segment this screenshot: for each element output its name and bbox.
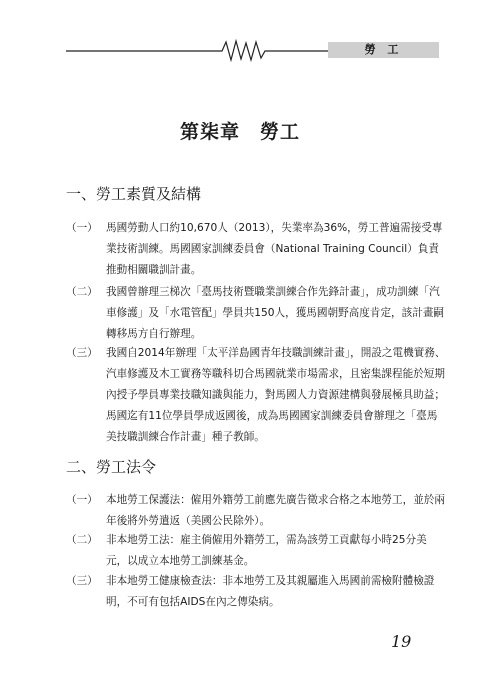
item-number: （三）: [66, 575, 98, 587]
item-number: （二）: [66, 534, 98, 546]
item-number: （三）: [66, 347, 98, 359]
chapter-title: 第柒章 勞工: [179, 121, 300, 143]
list-item: [66, 571, 446, 613]
list-item: [66, 343, 446, 448]
item-number: （一）: [66, 222, 98, 234]
list-item: [66, 218, 446, 281]
item-text: 非本地勞工法：雇主倘僱用外籍勞工，需為該勞工貢獻每小時25分美元，以成立本地勞工訓練基金。: [106, 534, 427, 567]
section-heading: 二、勞工法令: [66, 458, 157, 476]
page-header: [66, 38, 439, 62]
heartbeat-line-icon: [66, 38, 328, 62]
section-heading: 一、勞工素質及結構: [66, 185, 202, 203]
list-item: [66, 282, 446, 345]
item-number: （一）: [66, 494, 98, 506]
item-text: 非本地勞工健康檢查法：非本地勞工及其親屬進入馬國前需檢附體檢證明，不可有包括AIDS在內之傳染病。: [106, 575, 435, 608]
chapter-tab: 勞 工: [328, 42, 439, 58]
list-item: [66, 490, 446, 532]
item-text: 我國曾辦理三梯次「臺馬技術暨職業訓練合作先鋒計畫」，成功訓練「汽車修護」及「水電管配」學員共150人，獲馬國朝野高度肯定，該計畫嗣轉移馬方自行辦理。: [106, 286, 445, 340]
item-text: 本地勞工保護法：僱用外籍勞工前應先廣告徵求合格之本地勞工，並於兩年後將外勞遣返（美國公民除外）。: [106, 494, 445, 527]
item-text: 我國自2014年辦理「太平洋島國青年技職訓練計畫」，開設之電機實務、汽車修護及木工實務等職科切合馬國就業市場需求，且密集課程能於短期內授予學員專業技職知識與能力，對馬國人力資源建構與發展極具助益；馬國迄有11位學員學成返國後，成為馬國國家訓練委員會辦理之「臺馬美技職訓練合作計畫」種子教師。: [106, 347, 446, 443]
item-text: 馬國勞動人口約10,670人（2013），失業率為36%，勞工普遍需接受專業技術訓練。馬國國家訓練委員會（National Training Council）負責推動相關職訓計畫。: [106, 222, 443, 276]
page-number: 19: [391, 632, 412, 651]
list-item: [66, 530, 446, 572]
item-number: （二）: [66, 286, 98, 298]
